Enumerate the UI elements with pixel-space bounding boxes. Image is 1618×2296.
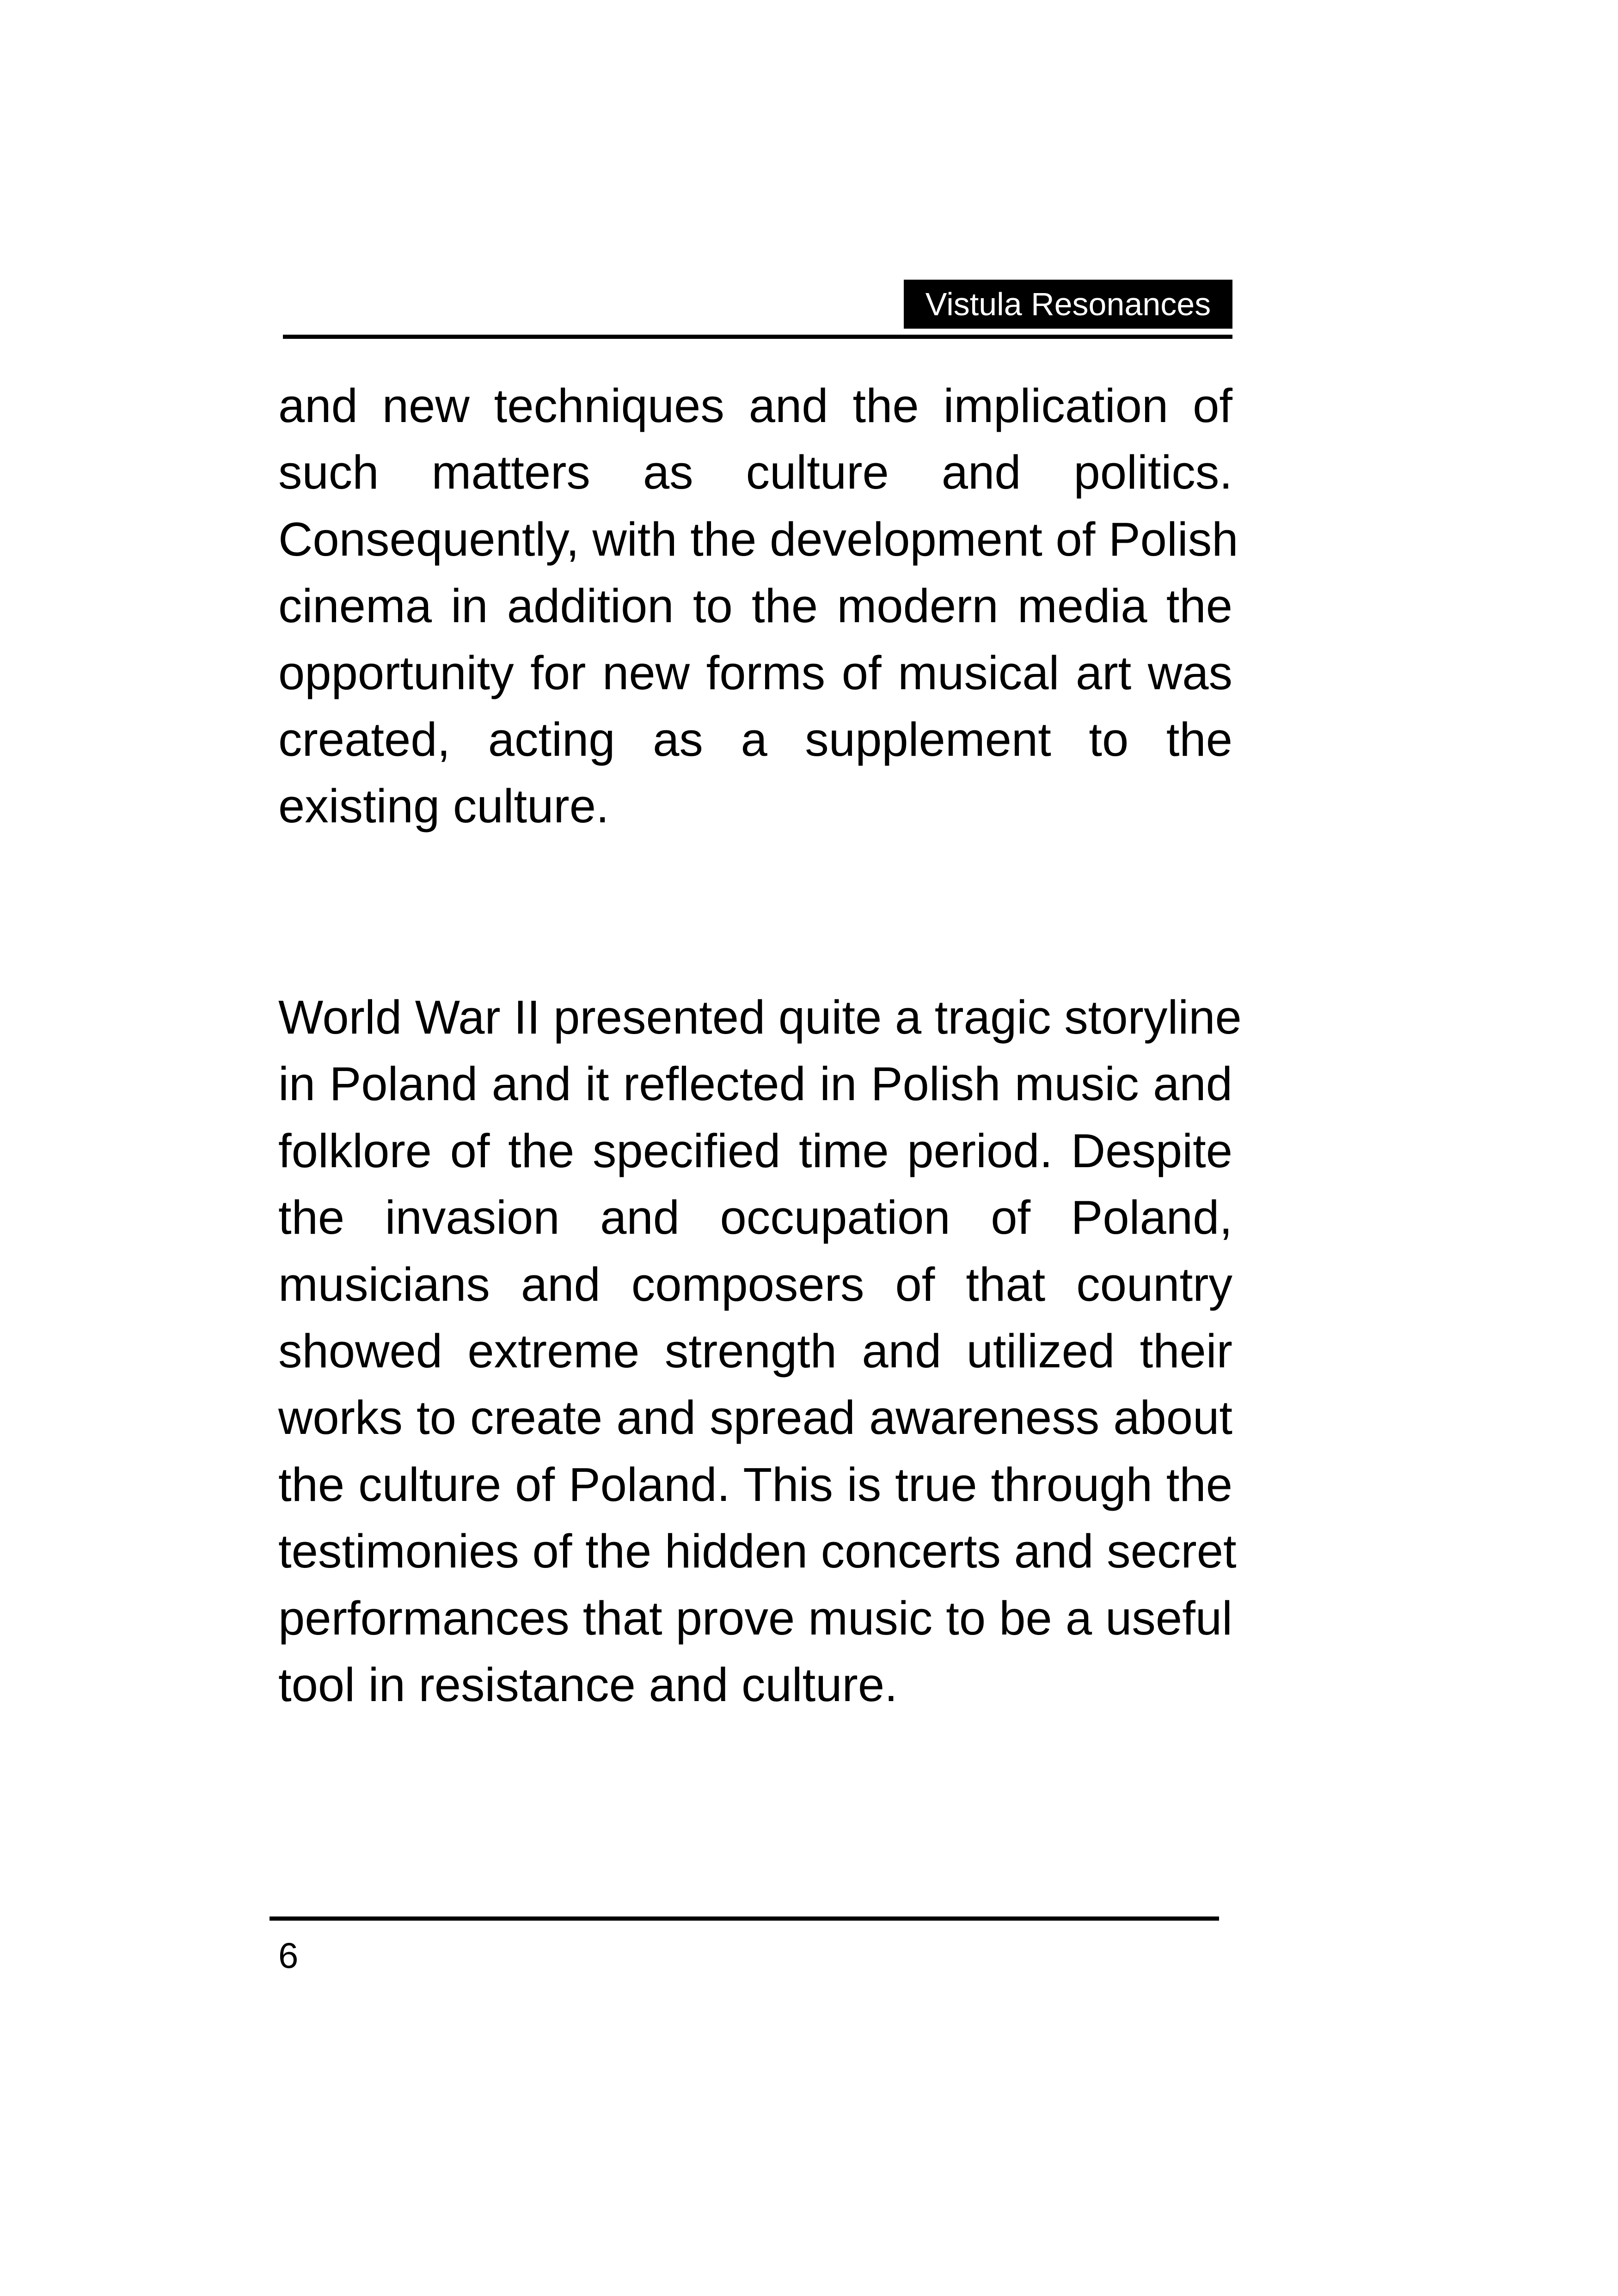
text-line: and new techniques and the implication of <box>278 379 1232 432</box>
running-header-title: Vistula Resonances <box>904 280 1232 329</box>
text-line: works to create and spread awareness about <box>278 1391 1232 1445</box>
text-line: performances that prove music to be a useful <box>278 1591 1232 1645</box>
text-line: tool in resistance and culture. <box>278 1658 898 1712</box>
text-line: created, acting as a supplement to the <box>278 713 1232 766</box>
body-paragraph-2 <box>278 984 1242 1718</box>
footer-divider <box>270 1916 1219 1921</box>
text-line: such matters as culture and politics. <box>278 446 1232 499</box>
text-line: World War II presented quite a tragic storyline <box>278 991 1242 1044</box>
text-line: the invasion and occupation of Poland, <box>278 1191 1232 1244</box>
text-line: folklore of the specified time period. Despite <box>278 1124 1232 1177</box>
text-line: opportunity for new forms of musical art was <box>278 646 1232 699</box>
text-line: in Poland and it reflected in Polish music and <box>278 1057 1232 1111</box>
header-divider <box>283 335 1232 339</box>
page-number: 6 <box>278 1935 299 1976</box>
text-line: existing culture. <box>278 779 609 833</box>
text-line: testimonies of the hidden concerts and secret <box>278 1525 1237 1578</box>
text-line: the culture of Poland. This is true through the <box>278 1457 1232 1511</box>
text-line: cinema in addition to the modern media the <box>278 579 1232 633</box>
text-line: showed extreme strength and utilized their <box>278 1324 1232 1378</box>
text-line: Consequently, with the development of Polish <box>278 512 1238 566</box>
text-line: musicians and composers of that country <box>278 1257 1232 1311</box>
body-paragraph-1 <box>278 373 1238 840</box>
